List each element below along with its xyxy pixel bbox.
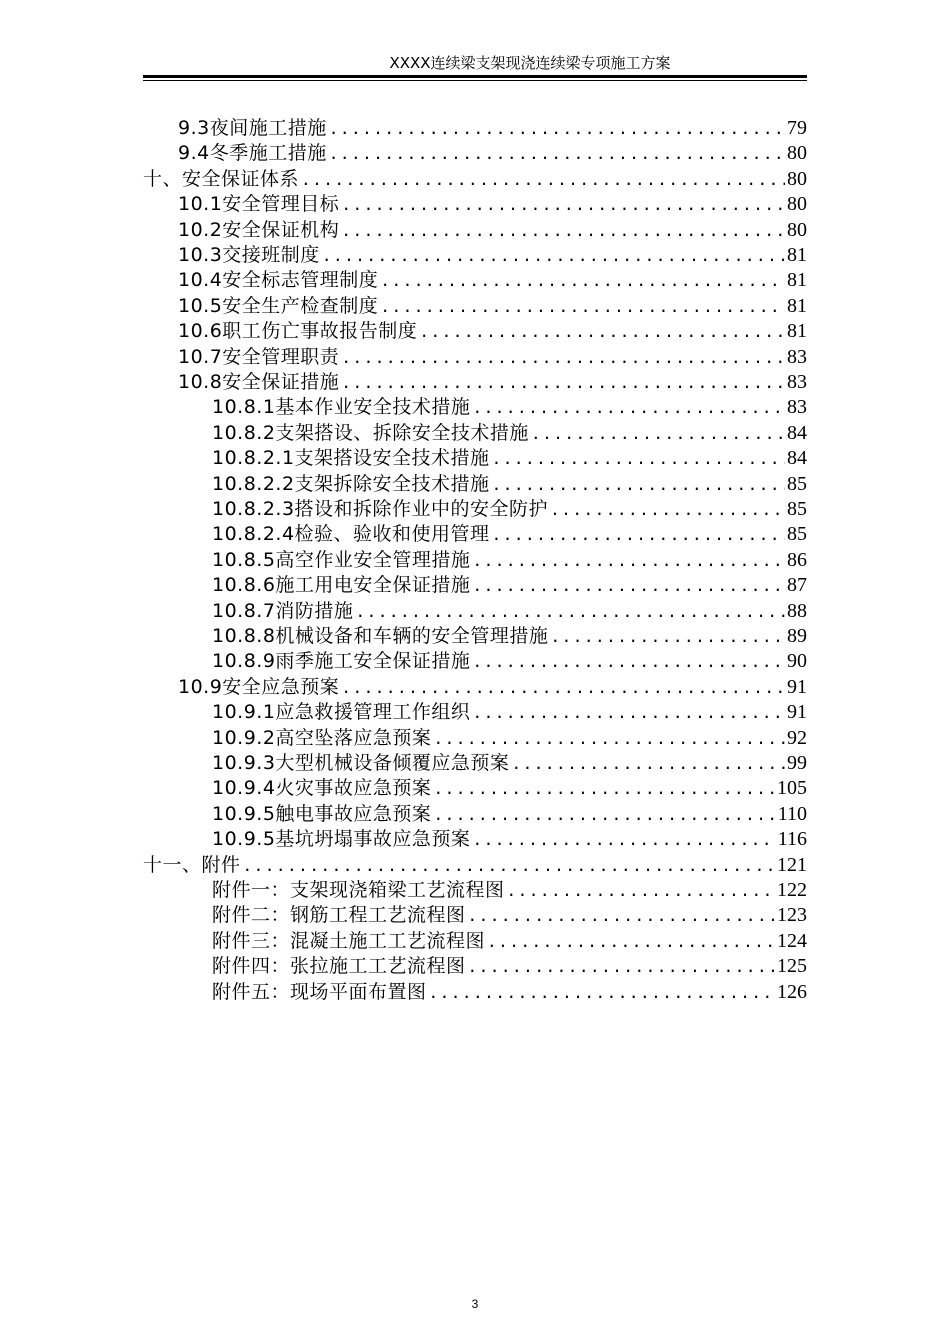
toc-entry[interactable] (143, 167, 807, 192)
document-title: XXXX连续梁支架现浇连续梁专项施工方案 (389, 54, 671, 72)
toc-entry[interactable] (178, 294, 807, 319)
toc-dot-leader (466, 954, 775, 979)
toc-entry[interactable] (178, 675, 807, 700)
toc-entry[interactable] (178, 141, 807, 166)
toc-dot-leader (431, 776, 775, 801)
toc-dot-leader (339, 370, 785, 395)
toc-entry[interactable] (178, 370, 807, 395)
toc-entry-title: 10.8.7消防措施 (212, 599, 354, 622)
toc-dot-leader (470, 573, 785, 598)
toc-entry[interactable] (212, 726, 807, 751)
toc-dot-leader (490, 446, 785, 471)
toc-entry-title: 10.8.2.3搭设和拆除作业中的安全防护 (212, 498, 549, 520)
toc-entry[interactable] (212, 649, 807, 674)
header-rule-thin (143, 80, 807, 81)
toc-entry-title: 10.9.4火灾事故应急预案 (212, 777, 432, 800)
toc-entry-page: 105 (777, 777, 807, 800)
toc-entry-page: 87 (787, 574, 807, 597)
toc-entry[interactable] (212, 980, 807, 1005)
toc-entry-page: 92 (787, 726, 807, 749)
toc-entry[interactable] (178, 345, 807, 370)
toc-entry[interactable] (143, 853, 807, 878)
toc-dot-leader (339, 218, 785, 243)
toc-entry-page: 99 (787, 752, 807, 774)
toc-entry-page: 81 (787, 320, 807, 343)
toc-entry[interactable] (212, 548, 807, 573)
toc-entry-page: 80 (787, 193, 807, 216)
toc-entry-title: 10.8.2.1支架搭设安全技术措施 (212, 447, 490, 470)
toc-entry-title: 10.9.2高空坠落应急预案 (212, 726, 432, 749)
toc-entry-title: 10.6职工伤亡事故报告制度 (178, 320, 418, 343)
toc-entry[interactable] (212, 624, 807, 649)
toc-entry-title: 10.8.2.4检验、验收和使用管理 (212, 523, 490, 546)
toc-dot-leader (431, 726, 785, 751)
toc-dot-leader (431, 802, 775, 827)
toc-entry-title: 10.8安全保证措施 (178, 371, 340, 393)
toc-entry-title: 10.8.6施工用电安全保证措施 (212, 574, 471, 597)
toc-dot-leader (529, 421, 785, 446)
toc-entry[interactable] (212, 497, 807, 522)
toc-entry[interactable] (212, 421, 807, 446)
toc-dot-leader (466, 903, 775, 928)
toc-entry[interactable] (212, 954, 807, 979)
toc-entry-title: 9.3夜间施工措施 (178, 117, 327, 139)
toc-entry[interactable] (212, 446, 807, 471)
toc-entry-page: 81 (787, 269, 807, 292)
toc-entry-page: 121 (777, 853, 807, 876)
toc-entry[interactable] (212, 751, 807, 776)
toc-entry-page: 85 (787, 472, 807, 495)
toc-entry-page: 81 (787, 244, 807, 266)
toc-entry-page: 83 (787, 345, 807, 368)
toc-entry-page: 89 (787, 625, 807, 647)
toc-dot-leader (327, 141, 785, 166)
toc-entry-page: 116 (777, 828, 807, 851)
toc-entry-title: 10.8.5高空作业安全管理措施 (212, 548, 471, 571)
toc-entry-title: 10.2安全保证机构 (178, 218, 340, 241)
toc-dot-leader (548, 624, 785, 649)
toc-entry-page: 91 (787, 701, 807, 724)
toc-entry-title: 10.8.2支架搭设、拆除安全技术措施 (212, 421, 529, 444)
toc-entry-title: 10.7安全管理职责 (178, 345, 340, 368)
toc-dot-leader (353, 599, 785, 624)
page-number: 3 (471, 1297, 479, 1311)
toc-entry-title: 10.9.5触电事故应急预案 (212, 802, 432, 825)
toc-entry[interactable] (212, 827, 807, 852)
toc-entry-title: 9.4冬季施工措施 (178, 142, 327, 165)
toc-entry-title: 10.5安全生产检查制度 (178, 294, 379, 317)
toc-entry-page: 110 (777, 802, 807, 825)
toc-entry-title: 附件四：张拉施工工艺流程图 (212, 955, 466, 978)
toc-entry-page: 84 (787, 447, 807, 470)
toc-entry-page: 80 (787, 218, 807, 241)
toc-entry-title: 附件五：现场平面布置图 (212, 980, 427, 1003)
toc-entry-page: 84 (787, 421, 807, 444)
toc-entry-page: 90 (787, 650, 807, 673)
toc-entry[interactable] (212, 929, 807, 954)
toc-dot-leader (548, 497, 785, 522)
toc-entry[interactable] (212, 522, 807, 547)
toc-entry-page: 91 (787, 675, 807, 698)
toc-dot-leader (509, 751, 785, 776)
toc-entry-title: 10.9.1应急救援管理工作组织 (212, 701, 471, 724)
toc-dot-leader (378, 268, 785, 293)
toc-entry[interactable] (178, 319, 807, 344)
toc-dot-leader (470, 649, 785, 674)
toc-dot-leader (327, 116, 785, 141)
toc-entry[interactable] (178, 243, 807, 268)
toc-entry-title: 10.3交接班制度 (178, 244, 320, 266)
toc-entry-page: 125 (777, 955, 807, 978)
toc-dot-leader (339, 192, 785, 217)
toc-dot-leader (505, 878, 775, 903)
toc-entry-page: 123 (777, 904, 807, 927)
toc-entry-title: 10.8.9雨季施工安全保证措施 (212, 650, 471, 673)
toc-entry-title: 附件二：钢筋工程工艺流程图 (212, 904, 466, 927)
toc-dot-leader (470, 827, 775, 852)
toc-dot-leader (490, 472, 785, 497)
toc-entry-page: 126 (777, 980, 807, 1003)
toc-dot-leader (470, 548, 785, 573)
toc-dot-leader (320, 243, 785, 268)
toc-dot-leader (470, 395, 785, 420)
toc-entry-title: 10.8.1基本作业安全技术措施 (212, 396, 471, 419)
header-rule-thick (143, 75, 807, 78)
toc-entry-page: 86 (787, 548, 807, 571)
toc-entry-page: 83 (787, 396, 807, 419)
toc-entry[interactable] (212, 573, 807, 598)
toc-entry-title: 十、安全保证体系 (143, 167, 300, 190)
toc-entry-title: 10.1安全管理目标 (178, 193, 340, 216)
toc-entry-page: 122 (777, 879, 807, 901)
toc-dot-leader (427, 980, 775, 1005)
toc-dot-leader (299, 167, 785, 192)
toc-entry-page: 80 (787, 167, 807, 190)
toc-entry[interactable] (178, 268, 807, 293)
toc-dot-leader (485, 929, 775, 954)
toc-entry-title: 10.9.3大型机械设备倾覆应急预案 (212, 752, 510, 774)
toc-dot-leader (339, 675, 785, 700)
toc-entry-page: 81 (787, 294, 807, 317)
toc-entry[interactable] (212, 599, 807, 624)
toc-entry-page: 85 (787, 523, 807, 546)
toc-entry-page: 80 (787, 142, 807, 165)
toc-entry[interactable] (212, 878, 807, 903)
toc-entry[interactable] (178, 116, 807, 141)
toc-entry-title: 10.8.8机械设备和车辆的安全管理措施 (212, 625, 549, 647)
toc-entry[interactable] (212, 472, 807, 497)
toc-entry[interactable] (212, 776, 807, 801)
toc-entry-page: 88 (787, 599, 807, 622)
toc-entry-title: 10.9安全应急预案 (178, 675, 340, 698)
toc-entry[interactable] (212, 802, 807, 827)
toc-dot-leader (378, 294, 785, 319)
toc-entry-page: 79 (787, 117, 807, 139)
toc-entry-page: 85 (787, 498, 807, 520)
toc-entry[interactable] (212, 700, 807, 725)
toc-entry[interactable] (178, 218, 807, 243)
toc-entry[interactable] (212, 903, 807, 928)
toc-entry-title: 10.8.2.2支架拆除安全技术措施 (212, 472, 490, 495)
toc-entry-page: 124 (777, 929, 807, 952)
toc-entry[interactable] (212, 395, 807, 420)
toc-dot-leader (417, 319, 785, 344)
toc-entry-title: 10.9.5基坑坍塌事故应急预案 (212, 828, 471, 851)
toc-entry-title: 十一、附件 (143, 853, 241, 876)
toc-entry-page: 83 (787, 371, 807, 393)
toc-entry-title: 附件三：混凝土施工工艺流程图 (212, 929, 486, 952)
toc-entry-title: 附件一：支架现浇箱梁工艺流程图 (212, 879, 505, 901)
toc-dot-leader (241, 853, 775, 878)
toc-dot-leader (490, 522, 785, 547)
toc-dot-leader (339, 345, 785, 370)
toc-dot-leader (470, 700, 785, 725)
toc-entry[interactable] (178, 192, 807, 217)
toc-entry-title: 10.4安全标志管理制度 (178, 269, 379, 292)
